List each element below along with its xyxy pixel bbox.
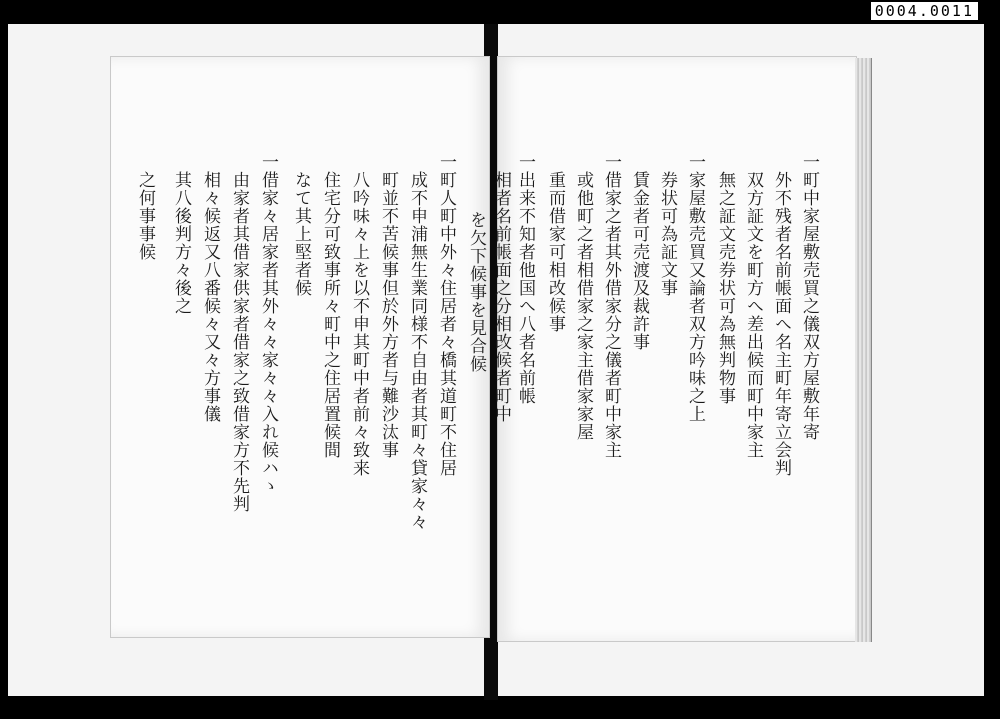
text-column: 其八後判方々後之 <box>171 171 191 315</box>
text-column: 券状可為証文事 <box>657 171 677 297</box>
text-column: 之何事事候 <box>135 171 155 261</box>
text-column: 一家屋敷売買又論者双方吟味之上 <box>685 153 705 423</box>
text-column: 成不申浦無生業同様不自由者其町々貸家々々 <box>407 171 427 531</box>
left-page <box>110 56 490 638</box>
text-column: 双方証文を町方へ差出候而町中家主 <box>743 171 763 459</box>
text-column: 重而借家可相改候事 <box>545 171 565 333</box>
text-column: 由家者其借家供家者借家之致借家方不先判 <box>229 171 249 513</box>
text-column: 相々候返又八番候々又々方事儀 <box>200 171 220 423</box>
text-column: 住宅分可致事所々町中之住居置候間 <box>320 171 340 459</box>
text-column: 一借家之者其外借家分之儀者町中家主 <box>601 153 621 459</box>
text-column: 外不残者名前帳面へ名主町年寄立会判 <box>771 171 791 477</box>
text-column: 一町中家屋敷売買之儀双方屋敷年寄 <box>799 153 819 441</box>
text-column: 一出来不知者他国へ八者名前帳 <box>515 153 535 405</box>
page-edges <box>855 58 872 642</box>
frame-number: 0004.0011 <box>871 2 978 20</box>
text-column: 或他町之者相借家之家主借家家屋 <box>573 171 593 441</box>
text-column: を欠下候事を見合候 <box>466 211 486 373</box>
text-column: 無之証文売券状可為無判物事 <box>715 171 735 405</box>
text-column: 賃金者可売渡及裁許事 <box>629 171 649 351</box>
text-column: 相者名前帳面之分相改候者町中 <box>491 171 511 423</box>
text-column: なて其上堅者候 <box>291 171 311 297</box>
right-page <box>491 56 857 642</box>
text-column: 町並不苦候事但於外方者与難沙汰事 <box>378 171 398 459</box>
text-column: 一借家々居家者其外々々家々々入れ候ハゝ <box>258 153 278 495</box>
text-column: 一町人町中外々住居者々橋其道町不住居 <box>436 153 456 477</box>
text-column: 八吟味々上を以不申其町中者前々致来 <box>349 171 369 477</box>
